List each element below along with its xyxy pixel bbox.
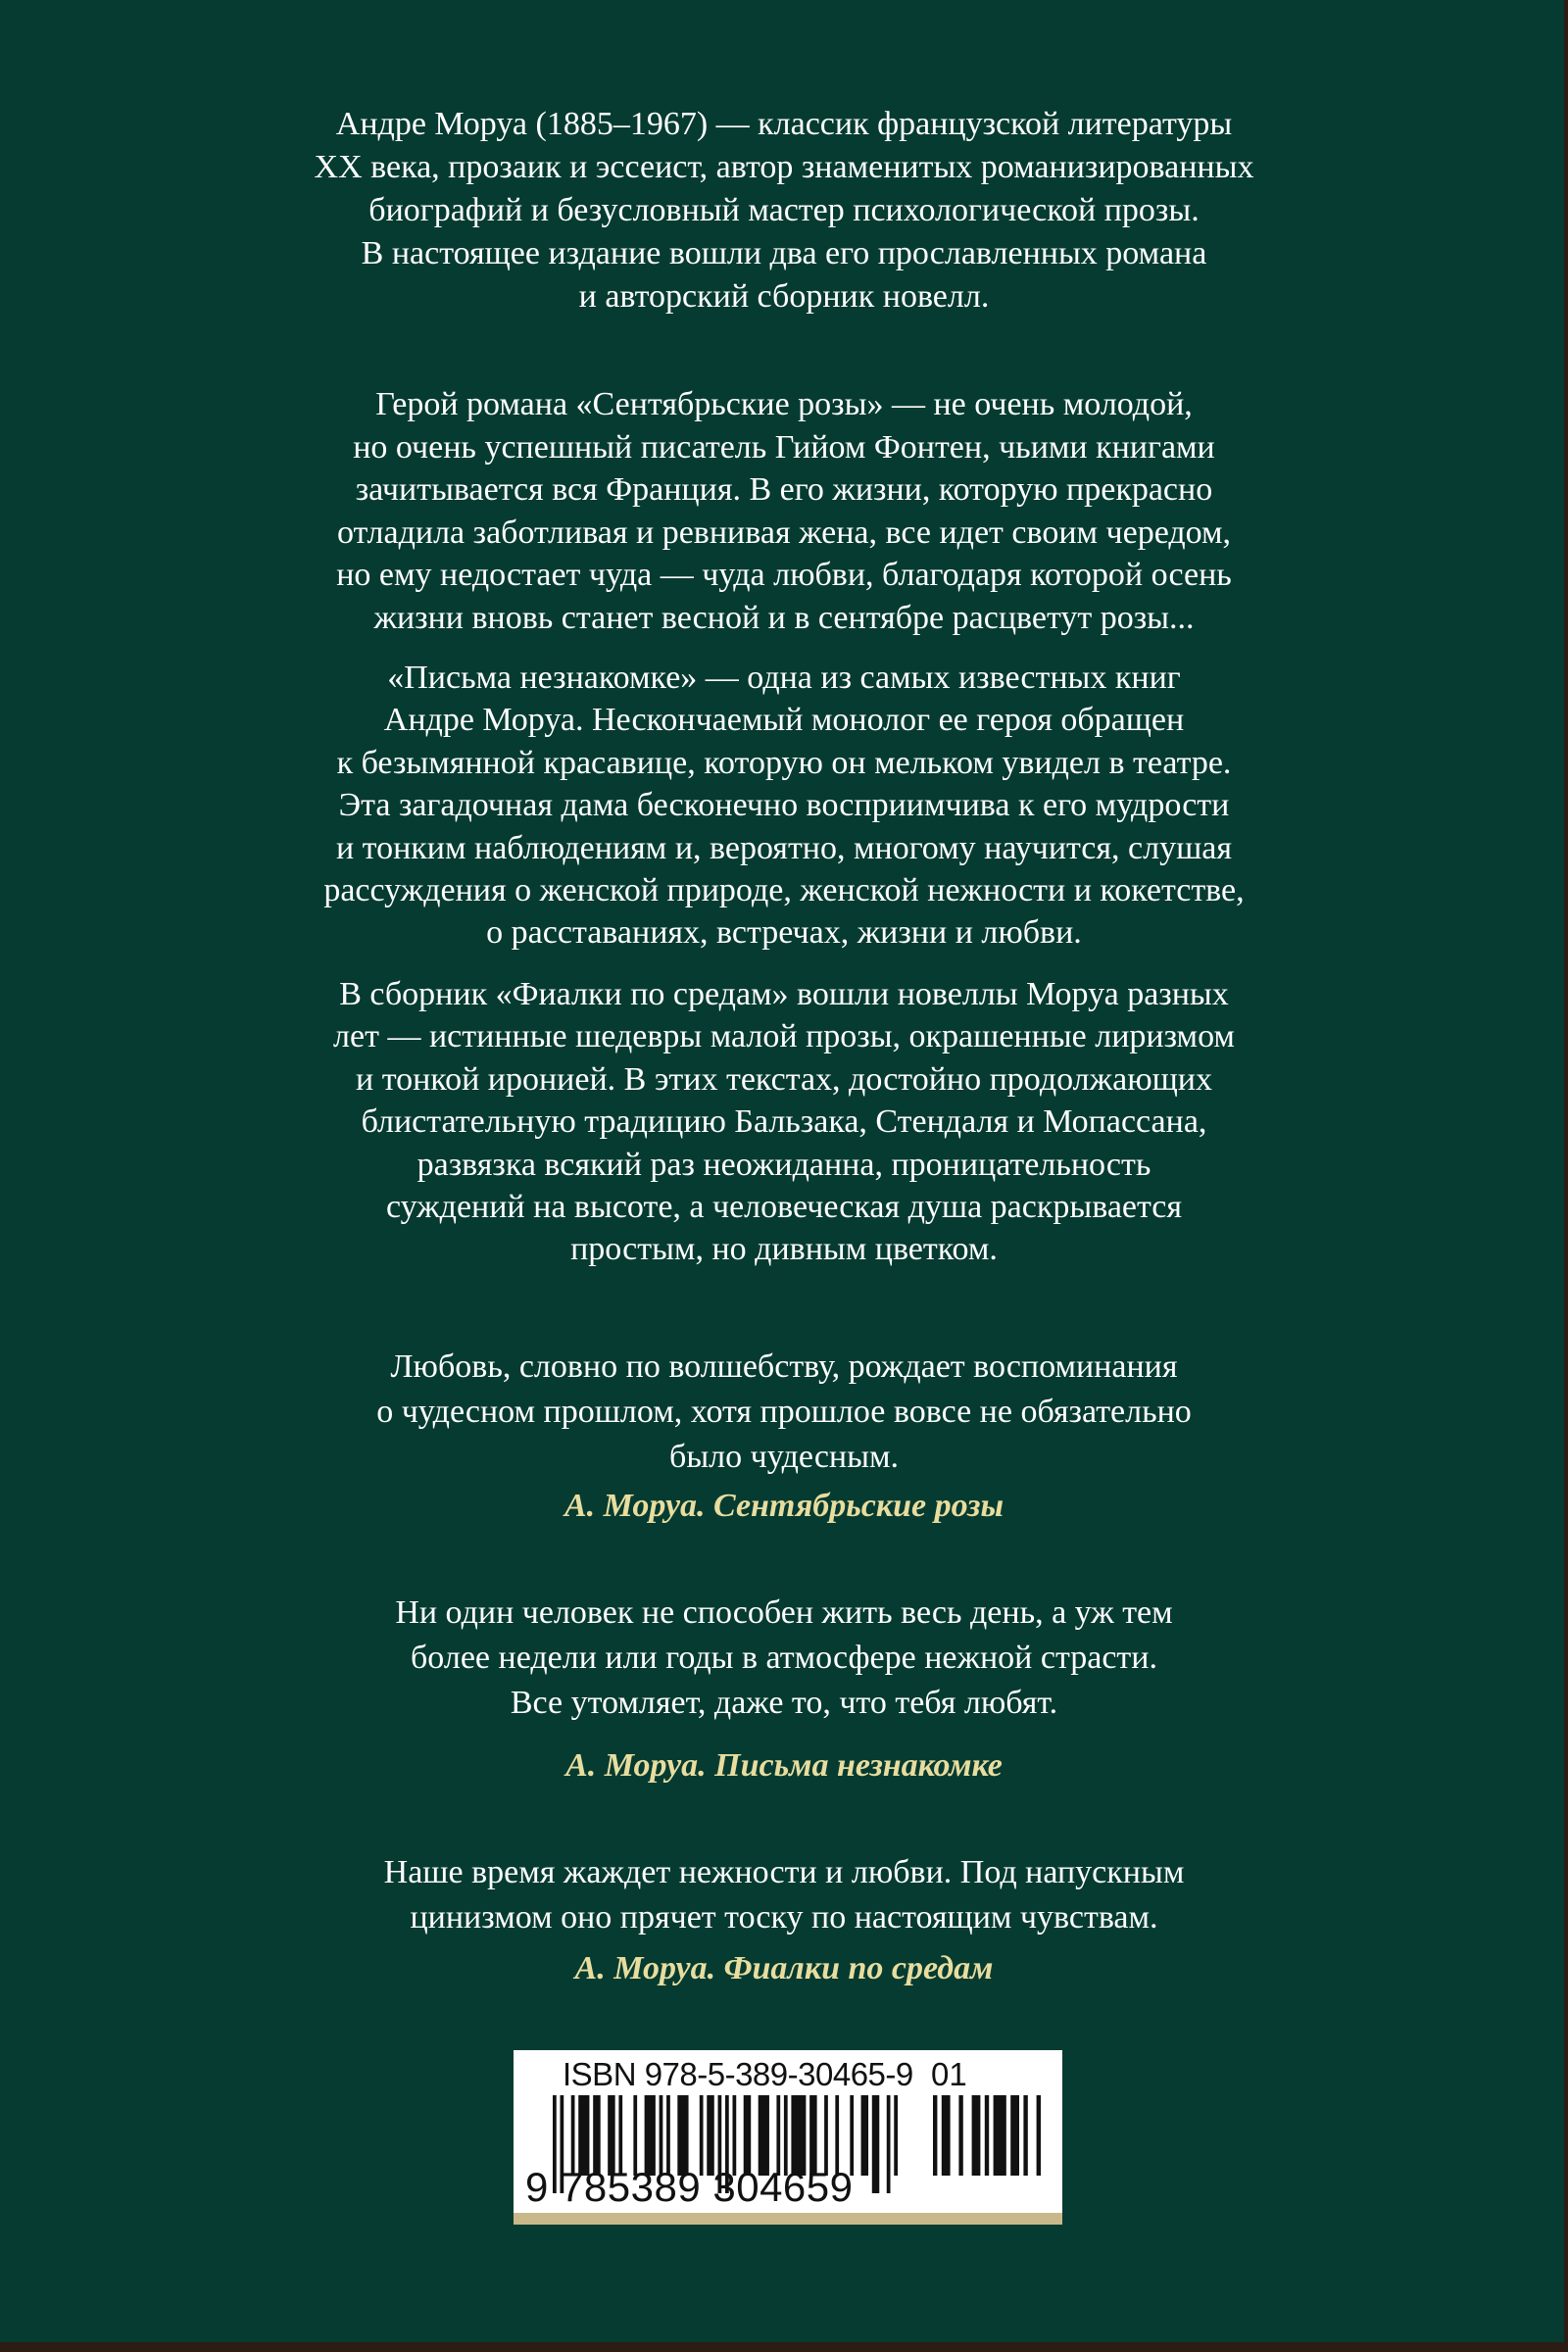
quote-attribution: А. Моруа. Письма незнакомке — [565, 1747, 1003, 1784]
quote-line: Все утомляет, даже то, что тебя любят. — [510, 1685, 1058, 1721]
text-line: простым, но дивным цветком. — [570, 1231, 998, 1268]
text-line: блистательную традицию Бальзака, Стендаля и Мопассана, — [361, 1103, 1207, 1141]
barcode-digits: 9 785389 304659 — [525, 2164, 854, 2210]
letters-to-stranger-paragraph — [147, 657, 1421, 955]
barcode-stripe — [894, 2095, 898, 2176]
barcode-stripe — [994, 2095, 1006, 2176]
quote-violets-on-wednesdays — [147, 1850, 1421, 1940]
barcode-stripe — [958, 2095, 962, 2176]
quote-letters-to-stranger — [147, 1591, 1421, 1726]
text-line: «Письма незнакомке» — одна из самых известных книг — [387, 660, 1181, 696]
text-line: XX века, прозаик и эссеист, автор знаменитых романизированных — [314, 149, 1254, 185]
barcode-stripe — [942, 2095, 951, 2176]
quote-line: Наше время жаждет нежности и любви. Под напускным — [383, 1854, 1185, 1890]
quote-line: цинизмом оно прячет тоску по настоящим чувствам. — [410, 1899, 1158, 1936]
violets-on-wednesdays-paragraph — [147, 973, 1421, 1271]
isbn-label: ISBN 978-5-389-30465-9 — [563, 2056, 913, 2092]
text-line: и тонким наблюдениям и, вероятно, многому научится, слушая — [335, 829, 1233, 866]
text-line: Андре Моруа. Нескончаемый монолог ее героя обращен — [383, 702, 1185, 739]
text-line: суждений на высоте, а человеческая душа раскрывается — [385, 1188, 1183, 1225]
text-line: жизни вновь станет весной и в сентябре расцветут розы... — [373, 599, 1195, 636]
quote-september-roses — [147, 1345, 1421, 1480]
barcode-stripe — [1010, 2095, 1019, 2176]
quote-line: более недели или годы в атмосфере нежной страсти. — [411, 1640, 1157, 1676]
text-line: В настоящее издание вошли два его прославленных романа — [361, 235, 1207, 271]
barcode-stripe — [1037, 2095, 1041, 2176]
quote-attribution: А. Моруа. Фиалки по средам — [574, 1950, 994, 1986]
barcode-stripe — [972, 2095, 981, 2176]
text-line: Герой романа «Сентябрьские розы» — не очень молодой, — [375, 386, 1193, 422]
barcode-stripe — [1023, 2095, 1027, 2176]
barcode-stripe — [872, 2095, 879, 2193]
barcode-addon-bars — [933, 2095, 1041, 2193]
barcode-stripe — [985, 2095, 989, 2176]
text-line: Андре Моруа (1885–1967) — классик французской литературы — [335, 106, 1233, 142]
barcode-stripe — [933, 2095, 937, 2176]
text-line: лет — истинные шедевры малой прозы, окрашенные лиризмом — [333, 1018, 1235, 1055]
text-line: отладила заботливая и ревнивая жена, все идет своим чередом, — [336, 514, 1232, 551]
september-roses-paragraph — [147, 383, 1421, 640]
text-line: но ему недостает чуда — чуда любви, благодаря которой осень — [336, 557, 1232, 594]
text-line: развязка всякий раз неожиданна, проницательность — [416, 1146, 1152, 1183]
quote-attribution: А. Моруа. Сентябрьские розы — [564, 1488, 1004, 1524]
quote-line: Любовь, словно по волшебству, рождает воспоминания — [390, 1348, 1178, 1385]
barcode-stripe — [861, 2095, 868, 2176]
text-line: о расставаниях, встречах, жизни и любви. — [486, 914, 1082, 952]
text-line: и авторский сборник новелл. — [578, 278, 990, 315]
quote-line: было чудесным. — [669, 1439, 899, 1475]
text-line: В сборник «Фиалки по средам» вошли новеллы Моруа разных — [339, 976, 1229, 1012]
barcode-stripe — [887, 2095, 891, 2193]
barcode-addon-code: 01 — [931, 2056, 967, 2092]
isbn-barcode — [514, 2050, 1062, 2225]
text-line: рассуждения о женской природе, женской нежности и кокетстве, — [323, 871, 1245, 908]
text-line: и тонкой иронией. В этих текстах, достойно продолжающих — [356, 1060, 1212, 1098]
author-intro-paragraph — [147, 103, 1421, 318]
quote-line: о чудесном прошлом, хотя прошлое вовсе не обязательно — [376, 1394, 1192, 1430]
quote-line: Ни один человек не способен жить весь день, а уж тем — [395, 1594, 1173, 1631]
text-line: к безымянной красавице, которую он мельком увидел в театре. — [336, 744, 1232, 781]
text-line: но очень успешный писатель Гийом Фонтен, чьими книгами — [353, 428, 1215, 466]
text-line: зачитывается вся Франция. В его жизни, которую прекрасно — [355, 471, 1213, 509]
text-line: Эта загадочная дама бесконечно восприимчива к его мудрости — [338, 787, 1230, 824]
text-line: биографий и безусловный мастер психологической прозы. — [368, 192, 1200, 228]
